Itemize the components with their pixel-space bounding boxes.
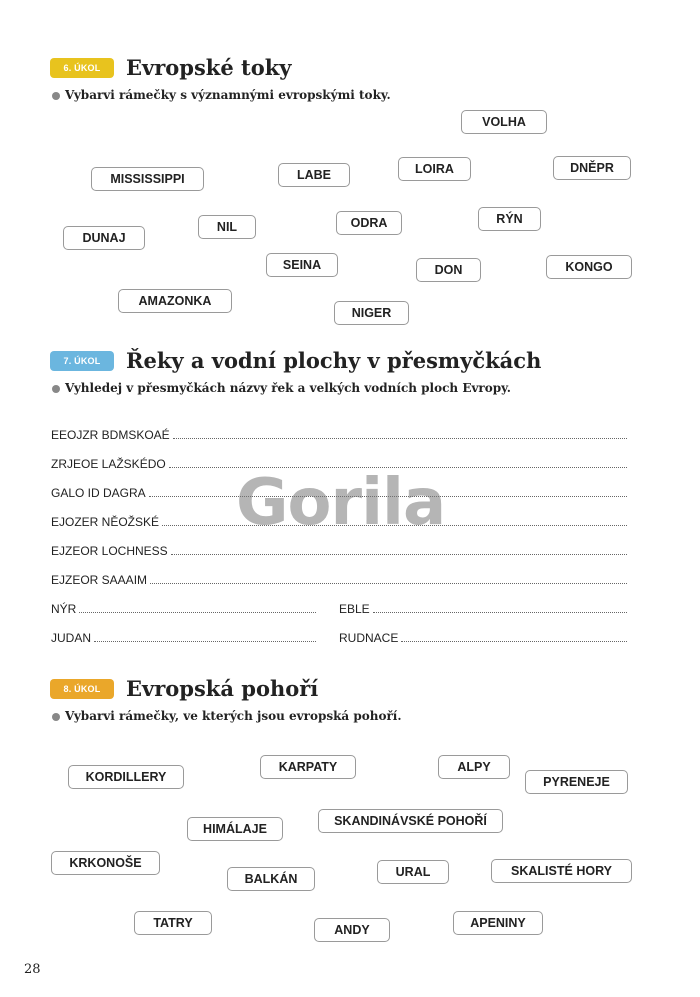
bullet-icon xyxy=(52,713,60,721)
anagram-label: EBLE xyxy=(339,602,370,616)
answer-line[interactable] xyxy=(373,612,627,613)
task-8-badge: 8. ÚKOL xyxy=(50,679,114,699)
watermark: Gorila xyxy=(236,466,446,540)
river-box-mississippi[interactable]: MISSISSIPPI xyxy=(91,167,204,191)
mountain-box-alpy[interactable]: ALPY xyxy=(438,755,510,779)
river-box-seina[interactable]: SEINA xyxy=(266,253,338,277)
river-box-nil[interactable]: NIL xyxy=(198,215,256,239)
river-box-labe[interactable]: LABE xyxy=(278,163,350,187)
mountain-box-himalaje[interactable]: HIMÁLAJE xyxy=(187,817,283,841)
answer-line[interactable] xyxy=(171,554,627,555)
mountain-box-skaliste-hory[interactable]: SKALISTÉ HORY xyxy=(491,859,632,883)
page-number: 28 xyxy=(24,962,41,977)
task-8-instruction xyxy=(52,709,402,723)
anagram-label: EJOZER NĚOŽSKÉ xyxy=(51,515,160,529)
mountain-box-andy[interactable]: ANDY xyxy=(314,918,390,942)
mountain-box-ural[interactable]: URAL xyxy=(377,860,449,884)
anagram-label: GALO ID DAGRA xyxy=(51,486,146,500)
river-box-volha[interactable]: VOLHA xyxy=(461,110,547,134)
anagram-line-5[interactable] xyxy=(51,542,627,558)
anagram-label: EJZEOR SAAAIM xyxy=(51,573,148,587)
mountain-box-balkan[interactable]: BALKÁN xyxy=(227,867,315,891)
answer-line[interactable] xyxy=(79,612,316,613)
mountain-box-tatry[interactable]: TATRY xyxy=(134,911,212,935)
mountain-box-krkonose[interactable]: KRKONOŠE xyxy=(51,851,160,875)
anagram-line-7[interactable] xyxy=(51,600,316,616)
anagram-label: EJZEOR LOCHNESS xyxy=(51,544,168,558)
answer-line[interactable] xyxy=(150,583,627,584)
mountain-box-kordillery[interactable]: KORDILLERY xyxy=(68,765,184,789)
river-box-amazonka[interactable]: AMAZONKA xyxy=(118,289,232,313)
anagram-line-10[interactable] xyxy=(339,629,627,645)
mountain-box-pyreneje[interactable]: PYRENEJE xyxy=(525,770,628,794)
river-box-dunaj[interactable]: DUNAJ xyxy=(63,226,145,250)
task-6-title: Evropské toky xyxy=(126,55,292,80)
anagram-label: NÝR xyxy=(51,602,77,616)
river-box-kongo[interactable]: KONGO xyxy=(546,255,632,279)
anagram-label: JUDAN xyxy=(51,631,92,645)
task-7-instruction xyxy=(52,381,511,395)
bullet-icon xyxy=(52,92,60,100)
task-8-title: Evropská pohoří xyxy=(126,676,319,701)
mountain-box-karpaty[interactable]: KARPATY xyxy=(260,755,356,779)
anagram-line-6[interactable] xyxy=(51,571,627,587)
mountain-box-apeniny[interactable]: APENINY xyxy=(453,911,543,935)
river-box-niger[interactable]: NIGER xyxy=(334,301,409,325)
answer-line[interactable] xyxy=(94,641,316,642)
river-box-odra[interactable]: ODRA xyxy=(336,211,402,235)
task-6-instruction-text: Vybarvi rámečky s významnými evropskými toky. xyxy=(65,88,391,102)
task-7-badge: 7. ÚKOL xyxy=(50,351,114,371)
river-box-loira[interactable]: LOIRA xyxy=(398,157,471,181)
river-box-dnepr[interactable]: DNĚPR xyxy=(553,156,631,180)
task-8-instruction-text: Vybarvi rámečky, ve kterých jsou evropská pohoří. xyxy=(65,709,402,723)
anagram-line-8[interactable] xyxy=(339,600,627,616)
answer-line[interactable] xyxy=(173,438,627,439)
task-7-instruction-text: Vyhledej v přesmyčkách názvy řek a velkých vodních ploch Evropy. xyxy=(65,381,511,395)
river-box-ryn[interactable]: RÝN xyxy=(478,207,541,231)
bullet-icon xyxy=(52,385,60,393)
anagram-line-1[interactable] xyxy=(51,426,627,442)
anagram-label: ZRJEOE LAŽSKÉDO xyxy=(51,457,166,471)
mountain-box-skandinavske-pohori[interactable]: SKANDINÁVSKÉ POHOŘÍ xyxy=(318,809,503,833)
task-6-instruction xyxy=(52,88,391,102)
answer-line[interactable] xyxy=(401,641,627,642)
task-6-badge: 6. ÚKOL xyxy=(50,58,114,78)
task-7-title: Řeky a vodní plochy v přesmyčkách xyxy=(126,348,542,373)
anagram-line-9[interactable] xyxy=(51,629,316,645)
anagram-label: RUDNACE xyxy=(339,631,399,645)
river-box-don[interactable]: DON xyxy=(416,258,481,282)
anagram-label: EEOJZR BDMSKOAÉ xyxy=(51,428,170,442)
